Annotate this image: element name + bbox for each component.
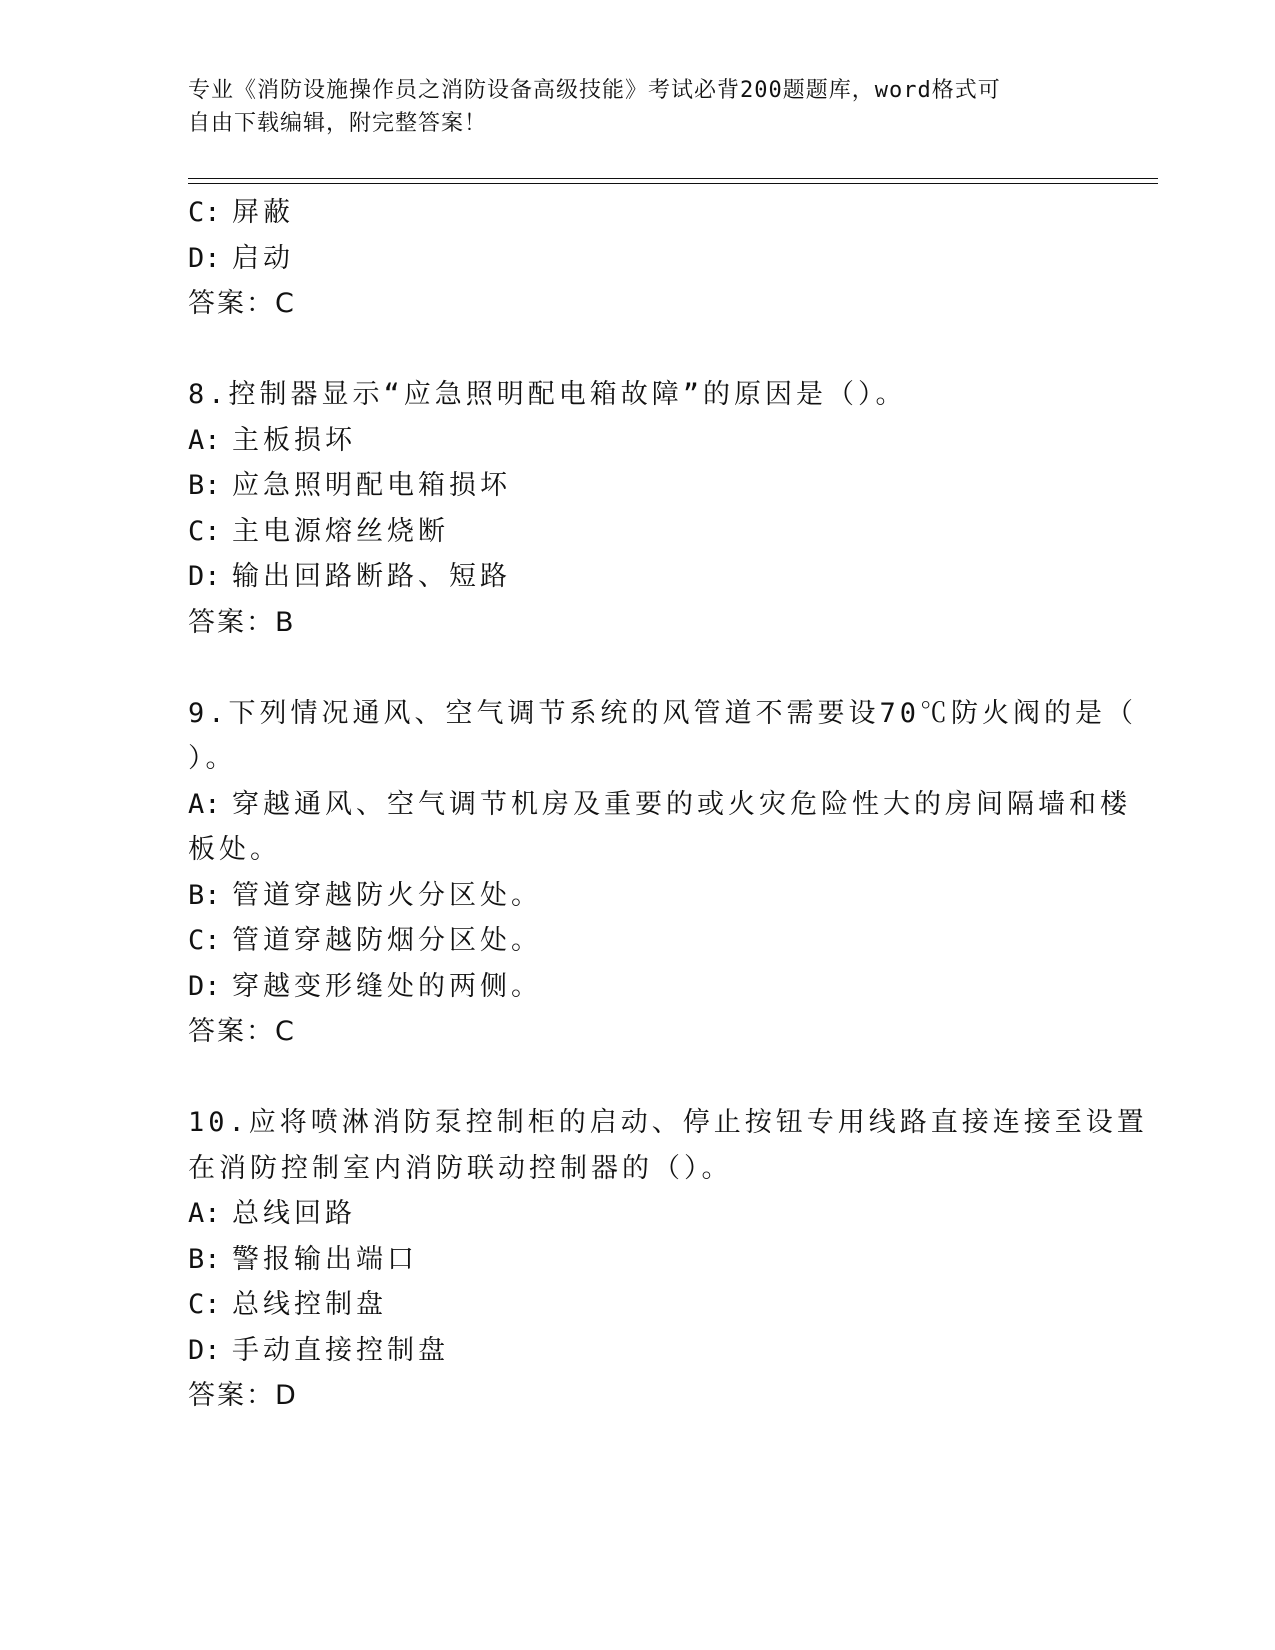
option-c: C: 总线控制盘 xyxy=(188,1289,387,1320)
answer-line: 答案：B xyxy=(188,606,296,638)
answer-line: 答案：D xyxy=(188,1380,298,1411)
option-b: B: 警报输出端口 xyxy=(188,1243,418,1275)
option-a-cont: 板处。 xyxy=(188,834,281,865)
option-b: B: 管道穿越防火分区处。 xyxy=(188,879,542,911)
question-stem: 10.应将喷淋消防泵控制柜的启动、停止按钮专用线路直接连接至设置 xyxy=(188,1107,1148,1138)
option-d: D: 启动 xyxy=(188,242,294,274)
option-b: B: 应急照明配电箱损坏 xyxy=(188,470,511,501)
option-c: C: 屏蔽 xyxy=(188,197,294,228)
option-c: C: 主电源熔丝烧断 xyxy=(188,515,449,547)
document-header xyxy=(188,74,1068,140)
question-stem-cont: 在消防控制室内消防联动控制器的（）。 xyxy=(188,1152,733,1184)
answer-line: 答案：C xyxy=(188,1016,296,1047)
option-d: D: 手动直接控制盘 xyxy=(188,1334,449,1366)
option-a: A: 总线回路 xyxy=(188,1198,356,1229)
header-line-2: 自由下载编辑，附完整答案！ xyxy=(188,111,488,136)
question-stem-cont: ）。 xyxy=(188,743,237,774)
header-line-1: 专业《消防设施操作员之消防设备高级技能》考试必背200题题库，word格式可 xyxy=(188,78,1001,103)
answer-line: 答案：C xyxy=(188,288,296,319)
option-a: A: 穿越通风、空气调节机房及重要的或火灾危险性大的房间隔墙和楼 xyxy=(188,788,1131,820)
option-d: D: 穿越变形缝处的两侧。 xyxy=(188,970,542,1002)
question-list xyxy=(188,190,1148,1419)
option-c: C: 管道穿越防烟分区处。 xyxy=(188,925,542,956)
question-stem: 8.控制器显示“应急照明配电箱故障”的原因是（）。 xyxy=(188,379,907,410)
option-d: D: 输出回路断路、短路 xyxy=(188,561,511,592)
header-divider-bottom xyxy=(188,183,1158,184)
question-stem: 9.下列情况通风、空气调节系统的风管道不需要设70℃防火阀的是（ xyxy=(188,697,1138,729)
option-a: A: 主板损坏 xyxy=(188,424,356,456)
header-divider-top xyxy=(188,178,1158,179)
